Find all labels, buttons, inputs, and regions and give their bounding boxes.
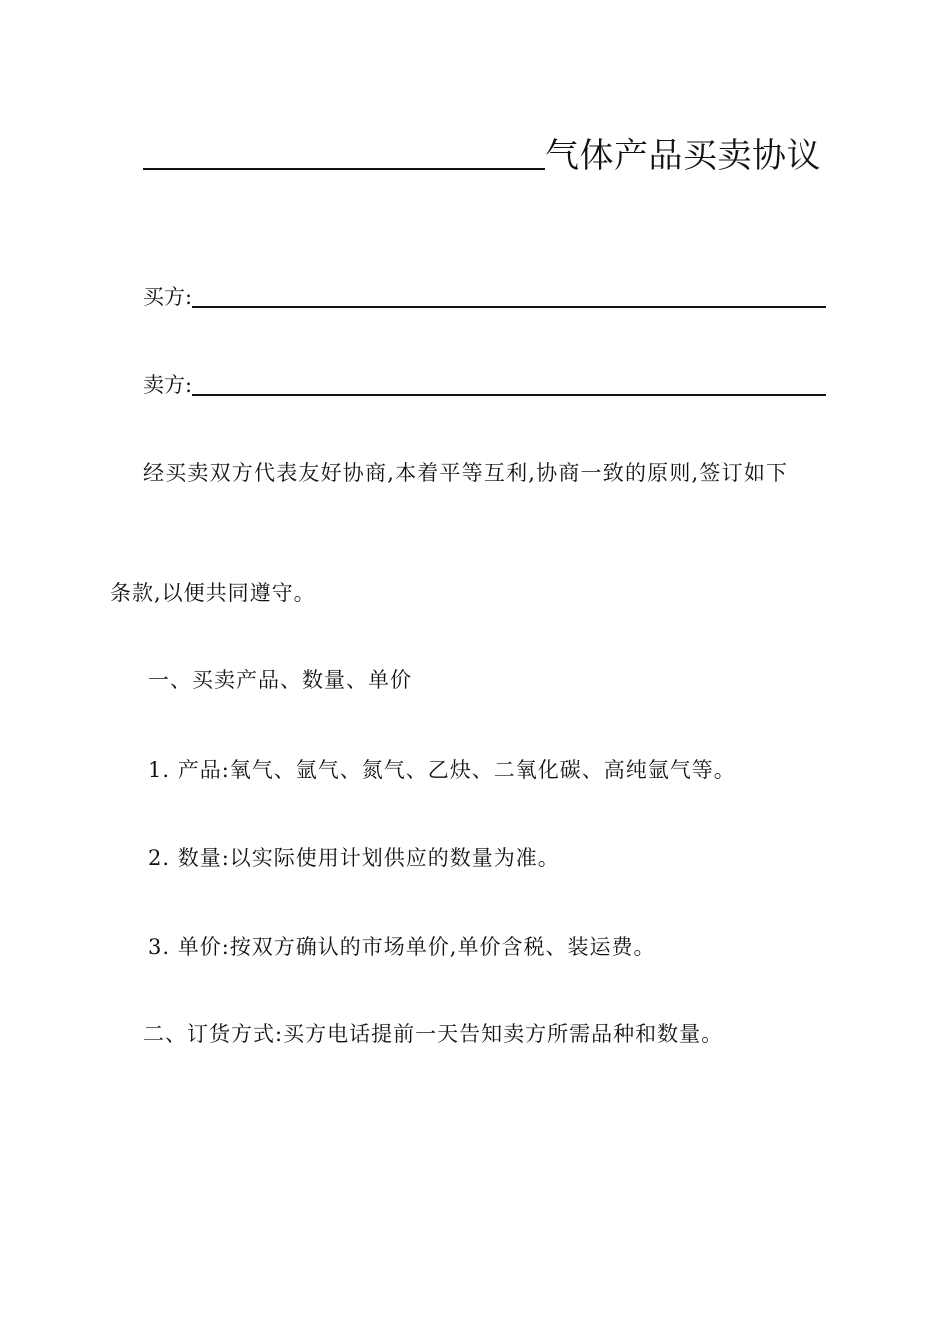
item-3-price: 3. 单价:按双方确认的市场单价,单价含税、装运费。	[148, 935, 656, 959]
section-2-ordering: 二、订货方式:买方电话提前一天告知卖方所需品种和数量。	[143, 1022, 724, 1046]
intro-line-1: 经买卖双方代表友好协商,本着平等互利,协商一致的原则,签订如下	[143, 461, 789, 485]
seller-row	[143, 368, 826, 398]
intro-line-2: 条款,以便共同遵守。	[110, 581, 316, 605]
title-blank-line	[143, 168, 545, 170]
document-title: 气体产品买卖协议	[545, 136, 821, 176]
seller-blank-line	[192, 394, 826, 396]
item-1-products: 1. 产品:氧气、氩气、氮气、乙炔、二氧化碳、高纯氩气等。	[148, 758, 736, 782]
buyer-label: 买方:	[143, 285, 193, 309]
document-title-row	[143, 126, 821, 176]
seller-label: 卖方:	[143, 373, 193, 397]
buyer-blank-line	[192, 306, 826, 308]
section-1-heading: 一、买卖产品、数量、单价	[148, 668, 412, 692]
buyer-row	[143, 280, 826, 310]
item-2-quantity: 2. 数量:以实际使用计划供应的数量为准。	[148, 846, 560, 870]
